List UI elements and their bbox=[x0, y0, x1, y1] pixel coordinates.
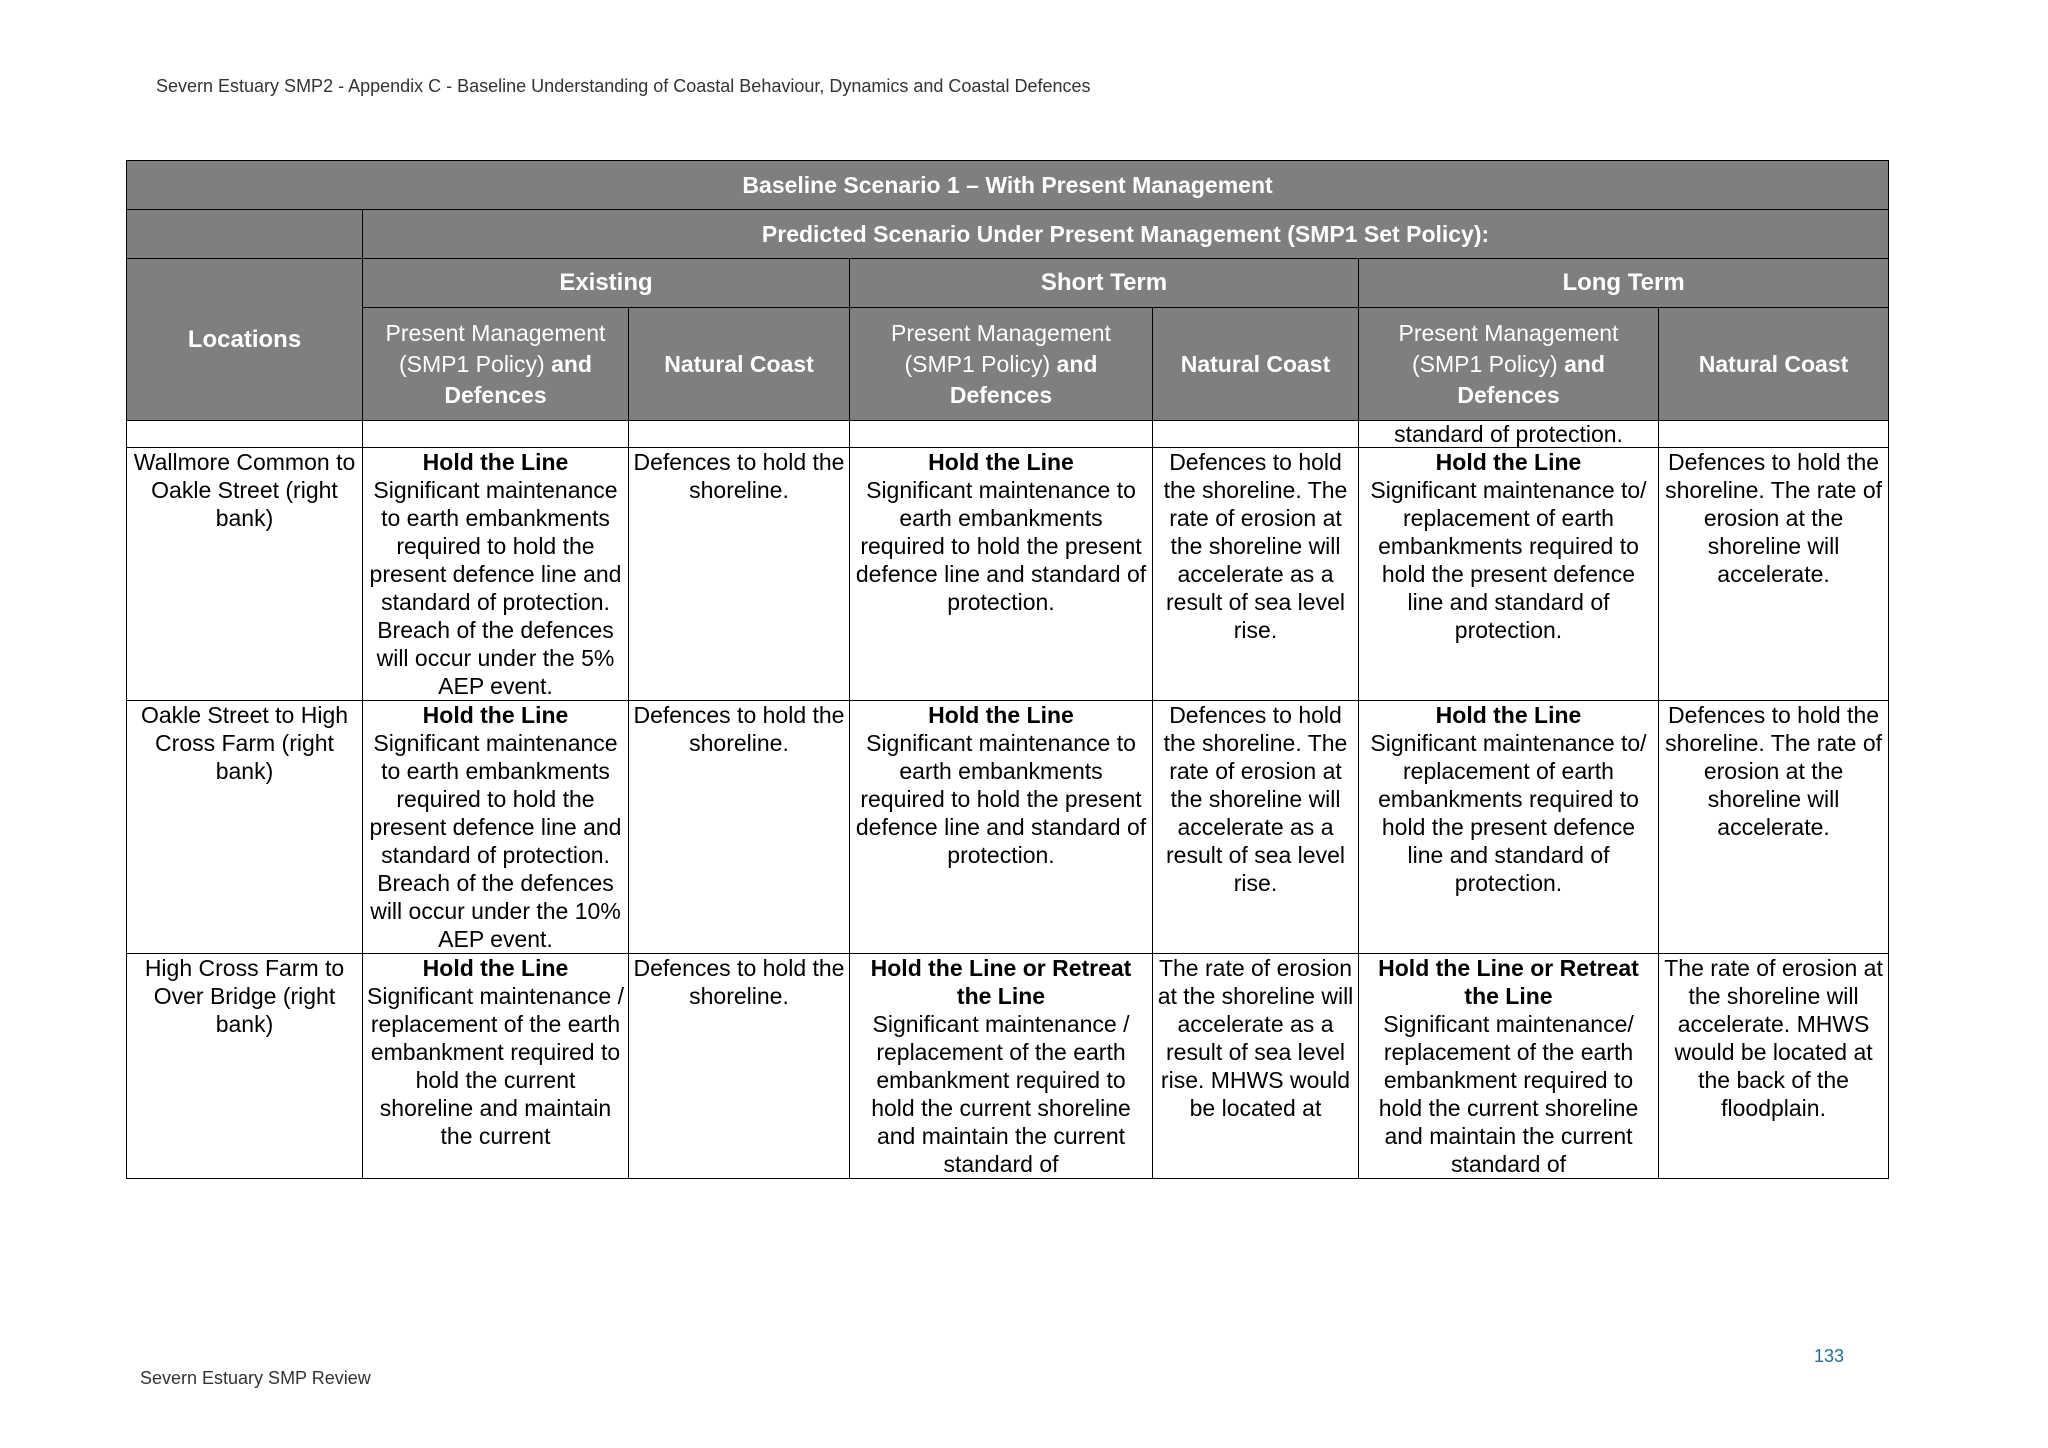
location-cell: High Cross Farm to Over Bridge (right bank) bbox=[127, 954, 363, 1179]
baseline-scenario-table bbox=[126, 160, 1889, 1179]
table-cell bbox=[363, 421, 629, 448]
table-cell bbox=[1659, 421, 1889, 448]
table-cell: Defences to hold the shoreline. The rate of erosion at the shoreline will accelerate as a result of sea level rise. bbox=[1153, 701, 1359, 954]
table-cell: Hold the Line Significant maintenance to earth embankments required to hold the present defence line and standard of protection. Breach of the defences will occur under the 10% AEP event. bbox=[363, 701, 629, 954]
col-present-management: Present Management (SMP1 Policy) and Defences bbox=[1359, 308, 1659, 421]
table-cell: Defences to hold the shoreline. The rate of erosion at the shoreline will accelerate. bbox=[1659, 448, 1889, 701]
table-cell: Defences to hold the shoreline. bbox=[629, 448, 850, 701]
policy-label: Hold the Line or Retreat the Line bbox=[1378, 955, 1639, 1009]
document-header: Severn Estuary SMP2 - Appendix C - Baseline Understanding of Coastal Behaviour, Dynamics and Coastal Defences bbox=[156, 76, 1091, 96]
page-number: 133 bbox=[1813, 1346, 1844, 1366]
policy-label: Hold the Line or Retreat the Line bbox=[870, 955, 1132, 1009]
col-present-management: Present Management (SMP1 Policy) and Defences bbox=[363, 308, 629, 421]
table-cell: Hold the Line Significant maintenance / replacement of the earth embankment required to hold the current shoreline and maintain the current bbox=[363, 954, 629, 1179]
table-cell: Hold the Line Significant maintenance to/ replacement of earth embankments required to hold the present defence line and standard of protection. bbox=[1359, 448, 1659, 701]
policy-label: Hold the Line bbox=[1435, 702, 1582, 728]
epoch-long-term: Long Term bbox=[1359, 259, 1889, 308]
location-cell: Wallmore Common to Oakle Street (right bank) bbox=[127, 448, 363, 701]
table-title: Baseline Scenario 1 – With Present Management bbox=[127, 161, 1889, 210]
table-cell: Defences to hold the shoreline. The rate of erosion at the shoreline will accelerate. bbox=[1659, 701, 1889, 954]
table-cell bbox=[127, 421, 363, 448]
table-cell: Hold the Line Significant maintenance to earth embankments required to hold the present defence line and standard of protection. Breach of the defences will occur under the 5% AEP event. bbox=[363, 448, 629, 701]
epoch-short-term: Short Term bbox=[850, 259, 1359, 308]
policy-label: Hold the Line bbox=[422, 955, 569, 981]
table-cell bbox=[629, 421, 850, 448]
table-cell: The rate of erosion at the shoreline will accelerate as a result of sea level rise. MHWS would be located at bbox=[1153, 954, 1359, 1179]
table-cell: Hold the Line Significant maintenance to/ replacement of earth embankments required to hold the present defence line and standard of protection. bbox=[1359, 701, 1659, 954]
table-cell: Defences to hold the shoreline. bbox=[629, 701, 850, 954]
policy-label: Hold the Line bbox=[1435, 449, 1582, 475]
policy-label: Hold the Line bbox=[928, 702, 1074, 728]
table-cell: Defences to hold the shoreline. bbox=[629, 954, 850, 1179]
table-cell: Hold the Line or Retreat the Line Significant maintenance / replacement of the earth embankment required to hold the current shoreline and maintain the current standard of bbox=[850, 954, 1153, 1179]
table-cell: The rate of erosion at the shoreline will accelerate. MHWS would be located at the back of the floodplain. bbox=[1659, 954, 1889, 1179]
policy-label: Hold the Line bbox=[928, 449, 1074, 475]
header-spacer bbox=[127, 210, 363, 259]
col-natural-coast: Natural Coast bbox=[1153, 308, 1359, 421]
table-cell: Hold the Line Significant maintenance to earth embankments required to hold the present defence line and standard of protection. bbox=[850, 701, 1153, 954]
table-cell: standard of protection. bbox=[1359, 421, 1659, 448]
table-row bbox=[127, 701, 1889, 954]
continuation-row bbox=[127, 421, 1889, 448]
table-row bbox=[127, 448, 1889, 701]
document-footer: Severn Estuary SMP Review bbox=[140, 1368, 371, 1388]
location-cell: Oakle Street to High Cross Farm (right bank) bbox=[127, 701, 363, 954]
table-subtitle: Predicted Scenario Under Present Management (SMP1 Set Policy): bbox=[363, 210, 1889, 259]
col-natural-coast: Natural Coast bbox=[629, 308, 850, 421]
table-cell bbox=[1153, 421, 1359, 448]
table-cell bbox=[850, 421, 1153, 448]
policy-label: Hold the Line bbox=[422, 449, 569, 475]
col-present-management: Present Management (SMP1 Policy) and Defences bbox=[850, 308, 1153, 421]
table-cell: Hold the Line or Retreat the Line Significant maintenance/ replacement of the earth embankment required to hold the current shoreline and maintain the current standard of bbox=[1359, 954, 1659, 1179]
policy-label: Hold the Line bbox=[422, 702, 569, 728]
col-natural-coast: Natural Coast bbox=[1659, 308, 1889, 421]
table-cell: Defences to hold the shoreline. The rate of erosion at the shoreline will accelerate as a result of sea level rise. bbox=[1153, 448, 1359, 701]
epoch-existing: Existing bbox=[363, 259, 850, 308]
table-cell: Hold the Line Significant maintenance to earth embankments required to hold the present defence line and standard of protection. bbox=[850, 448, 1153, 701]
locations-header: Locations bbox=[127, 259, 363, 421]
table-row bbox=[127, 954, 1889, 1179]
